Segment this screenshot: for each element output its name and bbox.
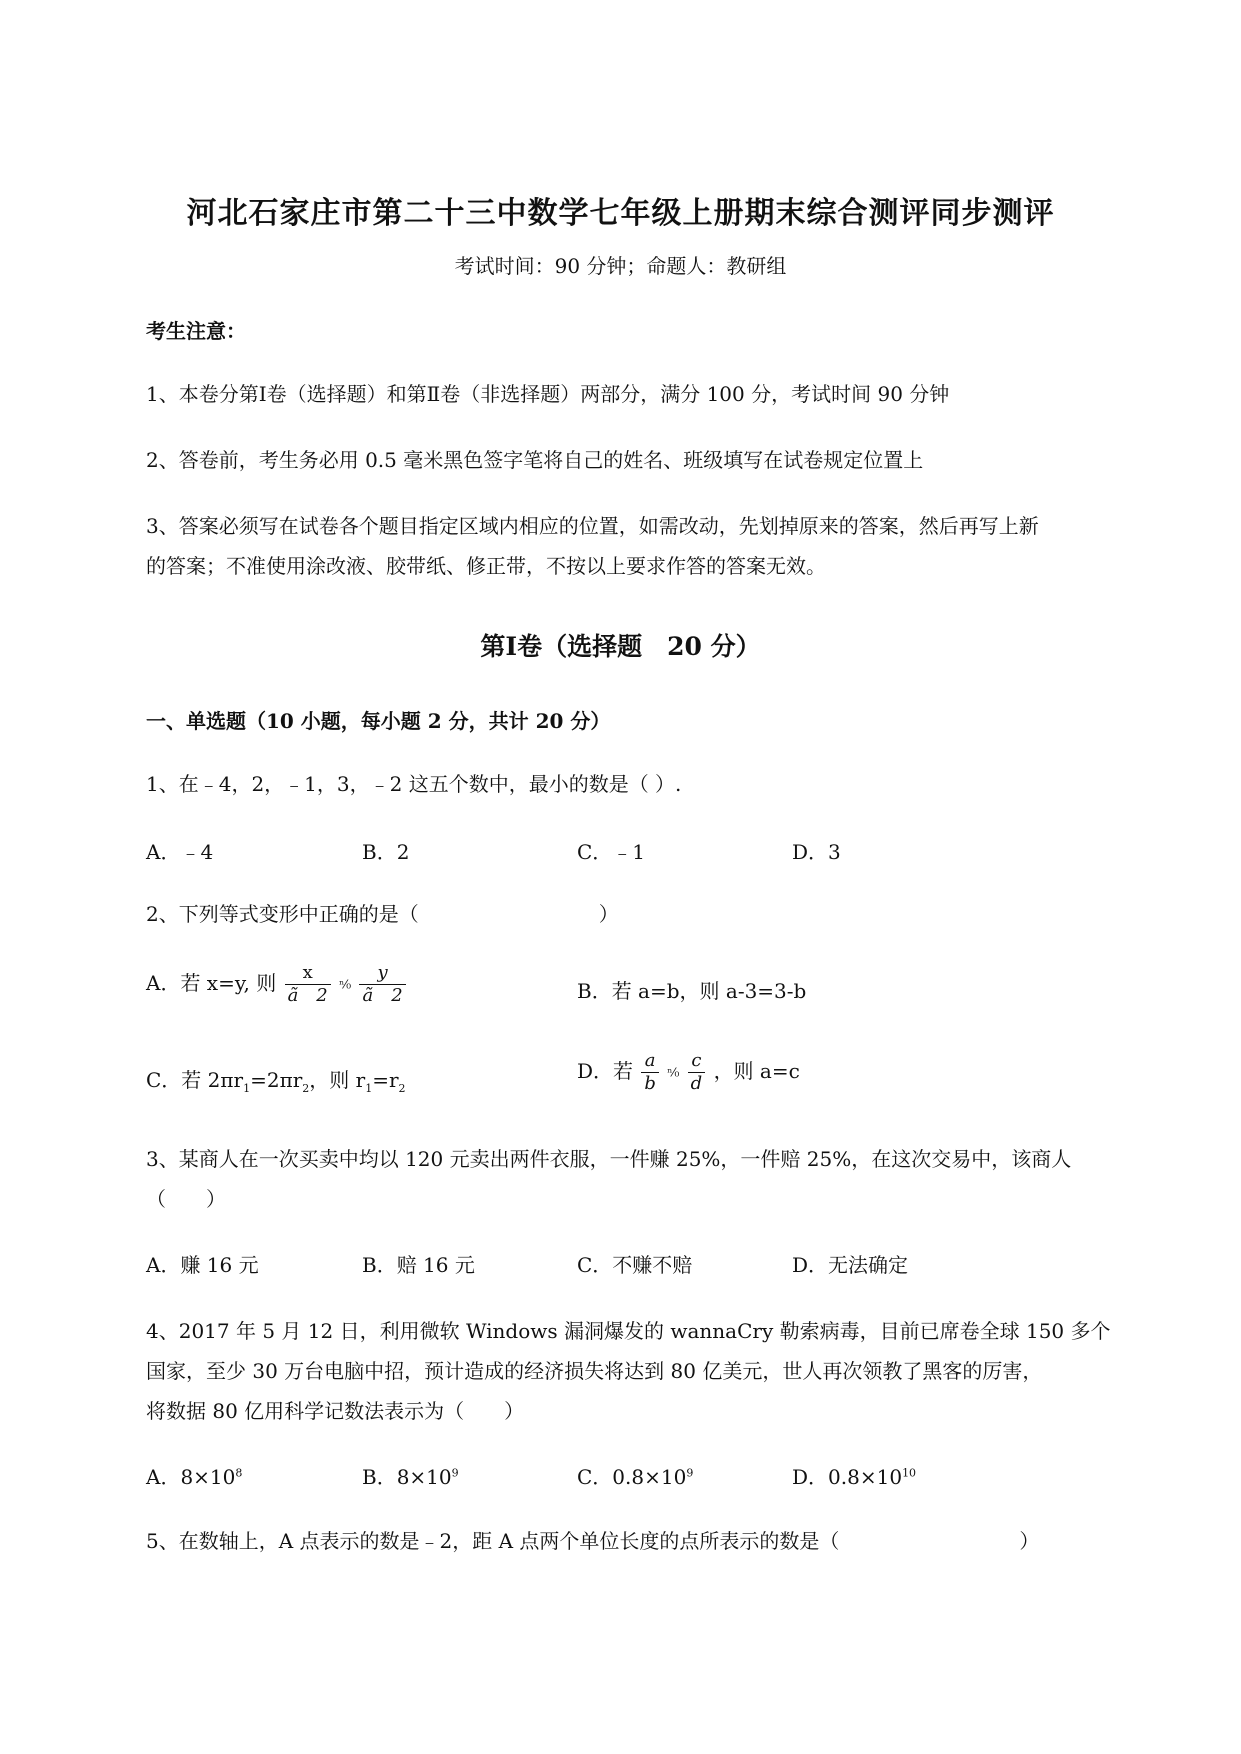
q1-option-d: D．3 (792, 840, 841, 864)
subscript: 1 (243, 1082, 251, 1095)
q2-a-prefix: A．若 x=y, 则 (146, 971, 277, 995)
question-4-line-3: 将数据 80 亿用科学记数法表示为（ ） (146, 1399, 525, 1423)
fraction (641, 1050, 659, 1095)
question-1: 1、在﹣4，2，﹣1，3，﹣2 这五个数中，最小的数是（ ）. (146, 772, 682, 796)
q2-option-b: B．若 a=b，则 a-3=3-b (577, 979, 807, 1003)
section-heading: 第Ⅰ卷（选择题 20 分） (480, 632, 761, 661)
question-group-heading: 一、单选题（10 小题，每小题 2 分，共计 20 分） (146, 709, 611, 733)
notice-item-3-line-2: 的答案；不准使用涂改液、胶带纸、修正带，不按以上要求作答的答案无效。 (146, 554, 826, 578)
question-2: 2、下列等式变形中正确的是（ ） (146, 902, 619, 926)
subscript: 2 (302, 1082, 310, 1095)
fraction (359, 962, 405, 1007)
q4-b-base: B．8×10 (362, 1465, 452, 1489)
q2-c-mid: =2πr (250, 1068, 303, 1092)
question-3-line-1: 3、某商人在一次买卖中均以 120 元卖出两件衣服，一件赚 25%，一件赔 25%，在这次交易中，该商人 (146, 1147, 1072, 1171)
exam-info: 考试时间：90 分钟；命题人：教研组 (454, 254, 787, 278)
garbled-symbol: ⁿ⁄₀ (339, 977, 352, 992)
q2-d-prefix: D．若 (577, 1059, 634, 1083)
exponent: 9 (686, 1466, 694, 1480)
q1-option-b: B．2 (362, 840, 410, 864)
fraction-numerator: y (359, 962, 405, 985)
fraction-denominator: ã 2 (362, 985, 403, 1006)
q2-option-c (146, 1064, 406, 1095)
fraction-denominator: d (690, 1073, 703, 1094)
exponent: 9 (451, 1466, 459, 1480)
q1-option-a: A．﹣4 (146, 840, 214, 864)
question-3-line-2: （ ） (146, 1187, 226, 1211)
question-4-line-2: 国家，至少 30 万台电脑中招，预计造成的经济损失将达到 80 亿美元，世人再次领教了黑客的厉害， (146, 1359, 1043, 1383)
exponent: 10 (902, 1466, 917, 1480)
notice-item-2: 2、答卷前，考生务必用 0.5 毫米黑色签字笔将自己的姓名、班级填写在试卷规定位置上 (146, 448, 924, 472)
subscript: 2 (398, 1082, 406, 1095)
q4-a-base: A．8×10 (146, 1465, 236, 1489)
fraction-denominator: b (644, 1073, 656, 1094)
question-5: 5、在数轴上，A 点表示的数是﹣2，距 A 点两个单位长度的点所表示的数是（ ） (146, 1529, 1040, 1553)
q4-d-base: D．0.8×10 (792, 1465, 903, 1489)
q2-c-eq: =r (372, 1068, 399, 1092)
fraction-numerator: x (285, 962, 331, 985)
q3-option-b: B．赔 16 元 (362, 1253, 475, 1277)
notice-item-3-line-1: 3、答案必须写在试卷各个题目指定区域内相应的位置，如需改动，先划掉原来的答案，然后再写上新 (146, 514, 1039, 538)
fraction (285, 962, 331, 1007)
q2-c-prefix: C．若 2πr (146, 1068, 244, 1092)
notice-heading: 考生注意： (146, 319, 246, 343)
exponent: 8 (235, 1466, 243, 1480)
q3-option-a: A．赚 16 元 (146, 1253, 259, 1277)
q4-option-d (792, 1461, 916, 1490)
q2-c-then: ，则 r (309, 1068, 366, 1092)
q4-option-a (146, 1461, 242, 1490)
question-4-line-1: 4、2017 年 5 月 12 日，利用微软 Windows 漏洞爆发的 wannaCry 勒索病毒，目前已席卷全球 150 多个 (146, 1319, 1111, 1343)
fraction-numerator: c (688, 1050, 706, 1073)
q3-option-c: C．不赚不赔 (577, 1253, 693, 1277)
q1-option-c: C．﹣1 (577, 840, 646, 864)
q4-option-b (362, 1461, 459, 1490)
q3-option-d: D．无法确定 (792, 1253, 909, 1277)
notice-item-1: 1、本卷分第Ⅰ卷（选择题）和第Ⅱ卷（非选择题）两部分，满分 100 分，考试时间 90 分钟 (146, 382, 950, 406)
page-title: 河北石家庄市第二十三中数学七年级上册期末综合测评同步测评 (186, 196, 1055, 231)
q2-d-suffix: ，则 a=c (713, 1059, 800, 1083)
q2-option-d (577, 1050, 800, 1095)
subscript: 1 (365, 1082, 373, 1095)
q4-option-c (577, 1461, 693, 1490)
fraction-numerator: a (641, 1050, 659, 1073)
fraction (688, 1050, 706, 1095)
garbled-symbol: ⁿ⁄₀ (667, 1065, 680, 1080)
q4-c-base: C．0.8×10 (577, 1465, 687, 1489)
q2-option-a (146, 962, 408, 1007)
fraction-denominator: ã 2 (287, 985, 328, 1006)
